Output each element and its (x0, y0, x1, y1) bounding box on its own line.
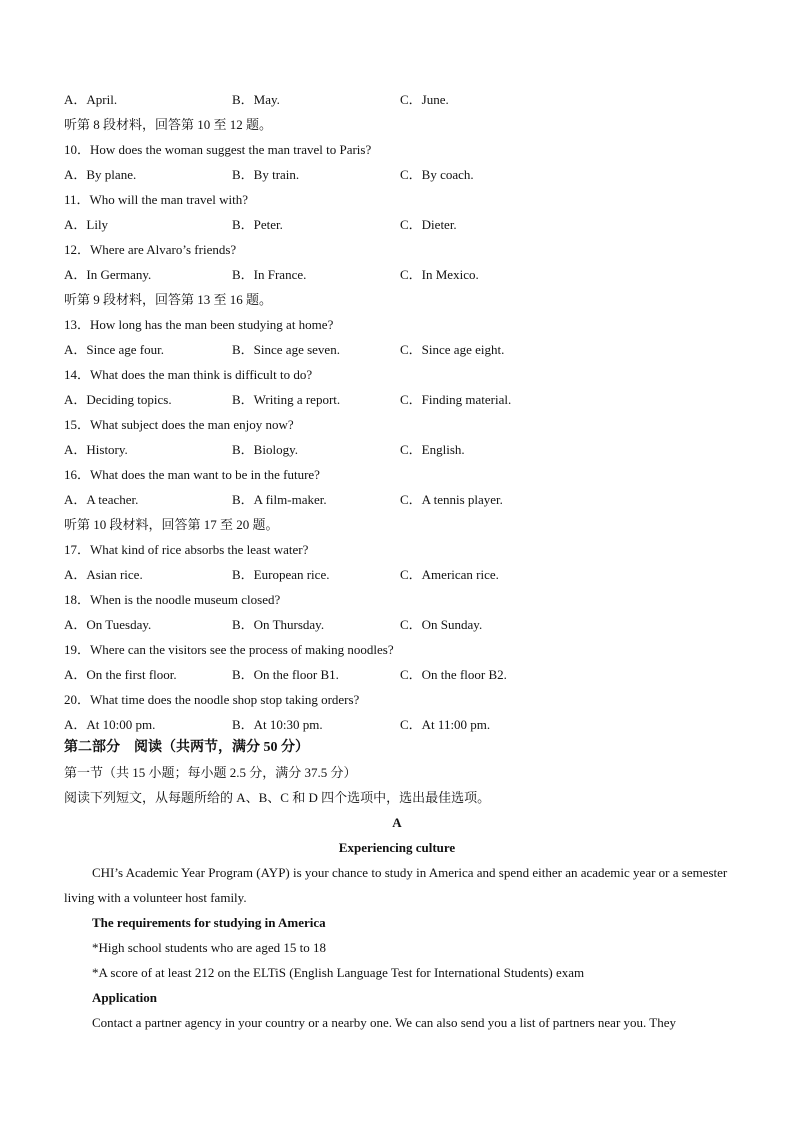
option-b: B．On Thursday. (232, 617, 325, 632)
option-a: A．On Tuesday. (64, 617, 152, 632)
question-text: 20．What time does the noodle shop stop taking orders? (64, 692, 360, 707)
option-c: C．Since age eight. (400, 342, 505, 357)
option-c: C．English. (400, 442, 465, 457)
option-c: C．Finding material. (400, 392, 512, 407)
option-a: A．Deciding topics. (64, 392, 172, 407)
option-b: B．May. (232, 92, 280, 107)
option-c: C．At 11:00 pm. (400, 717, 491, 732)
option-c: C．On Sunday. (400, 617, 483, 632)
application-heading: Application (92, 990, 158, 1005)
option-a: A．April. (64, 92, 118, 107)
question-text: 17．What kind of rice absorbs the least water? (64, 542, 309, 557)
option-c: C．By coach. (400, 167, 474, 182)
question-text: 13．How long has the man been studying at home? (64, 317, 334, 332)
option-a: A．Since age four. (64, 342, 165, 357)
option-a: A．History. (64, 442, 128, 457)
question-text: 19．Where can the visitors see the process of making noodles? (64, 642, 394, 657)
option-a: A．In Germany. (64, 267, 152, 282)
option-c: C．June. (400, 92, 449, 107)
option-b: B．At 10:30 pm. (232, 717, 323, 732)
passage-intro: CHI’s Academic Year Program (AYP) is your chance to study in America and spend either an academic year or a semester living with a volunteer host family. (64, 865, 728, 905)
option-c: C．A tennis player. (400, 492, 503, 507)
option-b: B．In France. (232, 267, 307, 282)
option-b: B．Since age seven. (232, 342, 340, 357)
section1-note: 第一节（共 15 小题；每小题 2.5 分，满分 37.5 分） (64, 765, 357, 780)
passage-title: Experiencing culture (338, 840, 456, 855)
question-text: 15．What subject does the man enjoy now? (64, 417, 294, 432)
question-text: 14．What does the man think is difficult to do? (64, 367, 313, 382)
requirement-score: *A score of at least 212 on the ELTiS (English Language Test for International Students) exam (92, 965, 585, 980)
option-b: B．By train. (232, 167, 300, 182)
section-instruction: 听第 8 段材料，回答第 10 至 12 题。 (64, 117, 273, 132)
requirements-heading: The requirements for studying in America (92, 915, 326, 930)
question-text: 16．What does the man want to be in the future? (64, 467, 320, 482)
option-b: B．European rice. (232, 567, 330, 582)
option-a: A．At 10:00 pm. (64, 717, 156, 732)
option-a: A．A teacher. (64, 492, 139, 507)
option-b: B．Peter. (232, 217, 283, 232)
option-a: A．By plane. (64, 167, 137, 182)
option-b: B．Writing a report. (232, 392, 341, 407)
question-text: 18．When is the noodle museum closed? (64, 592, 281, 607)
option-c: C．American rice. (400, 567, 499, 582)
passage-letter: A (392, 815, 402, 830)
section-instruction: 听第 9 段材料，回答第 13 至 16 题。 (64, 292, 273, 307)
part2-title: 第二部分 阅读（共两节，满分 50 分） (64, 740, 309, 755)
option-b: B．Biology. (232, 442, 298, 457)
option-c: C．On the floor B2. (400, 667, 507, 682)
question-text: 11．Who will the man travel with? (64, 192, 248, 207)
reading-instructions: 阅读下列短文，从每题所给的 A、B、C 和 D 四个选项中，选出最佳选项。 (64, 790, 491, 805)
option-a: A．On the first floor. (64, 667, 177, 682)
option-c: C．Dieter. (400, 217, 457, 232)
application-text: Contact a partner agency in your country or a nearby one. We can also send you a list of partners near you. They (92, 1015, 676, 1030)
option-a: A．Asian rice. (64, 567, 143, 582)
question-text: 12．Where are Alvaro’s friends? (64, 242, 237, 257)
option-c: C．In Mexico. (400, 267, 479, 282)
requirement-age: *High school students who are aged 15 to 18 (92, 940, 326, 955)
option-a: A．Lily (64, 217, 109, 232)
section-instruction: 听第 10 段材料，回答第 17 至 20 题。 (64, 517, 279, 532)
option-b: B．A film-maker. (232, 492, 327, 507)
question-text: 10．How does the woman suggest the man travel to Paris? (64, 142, 372, 157)
option-b: B．On the floor B1. (232, 667, 339, 682)
